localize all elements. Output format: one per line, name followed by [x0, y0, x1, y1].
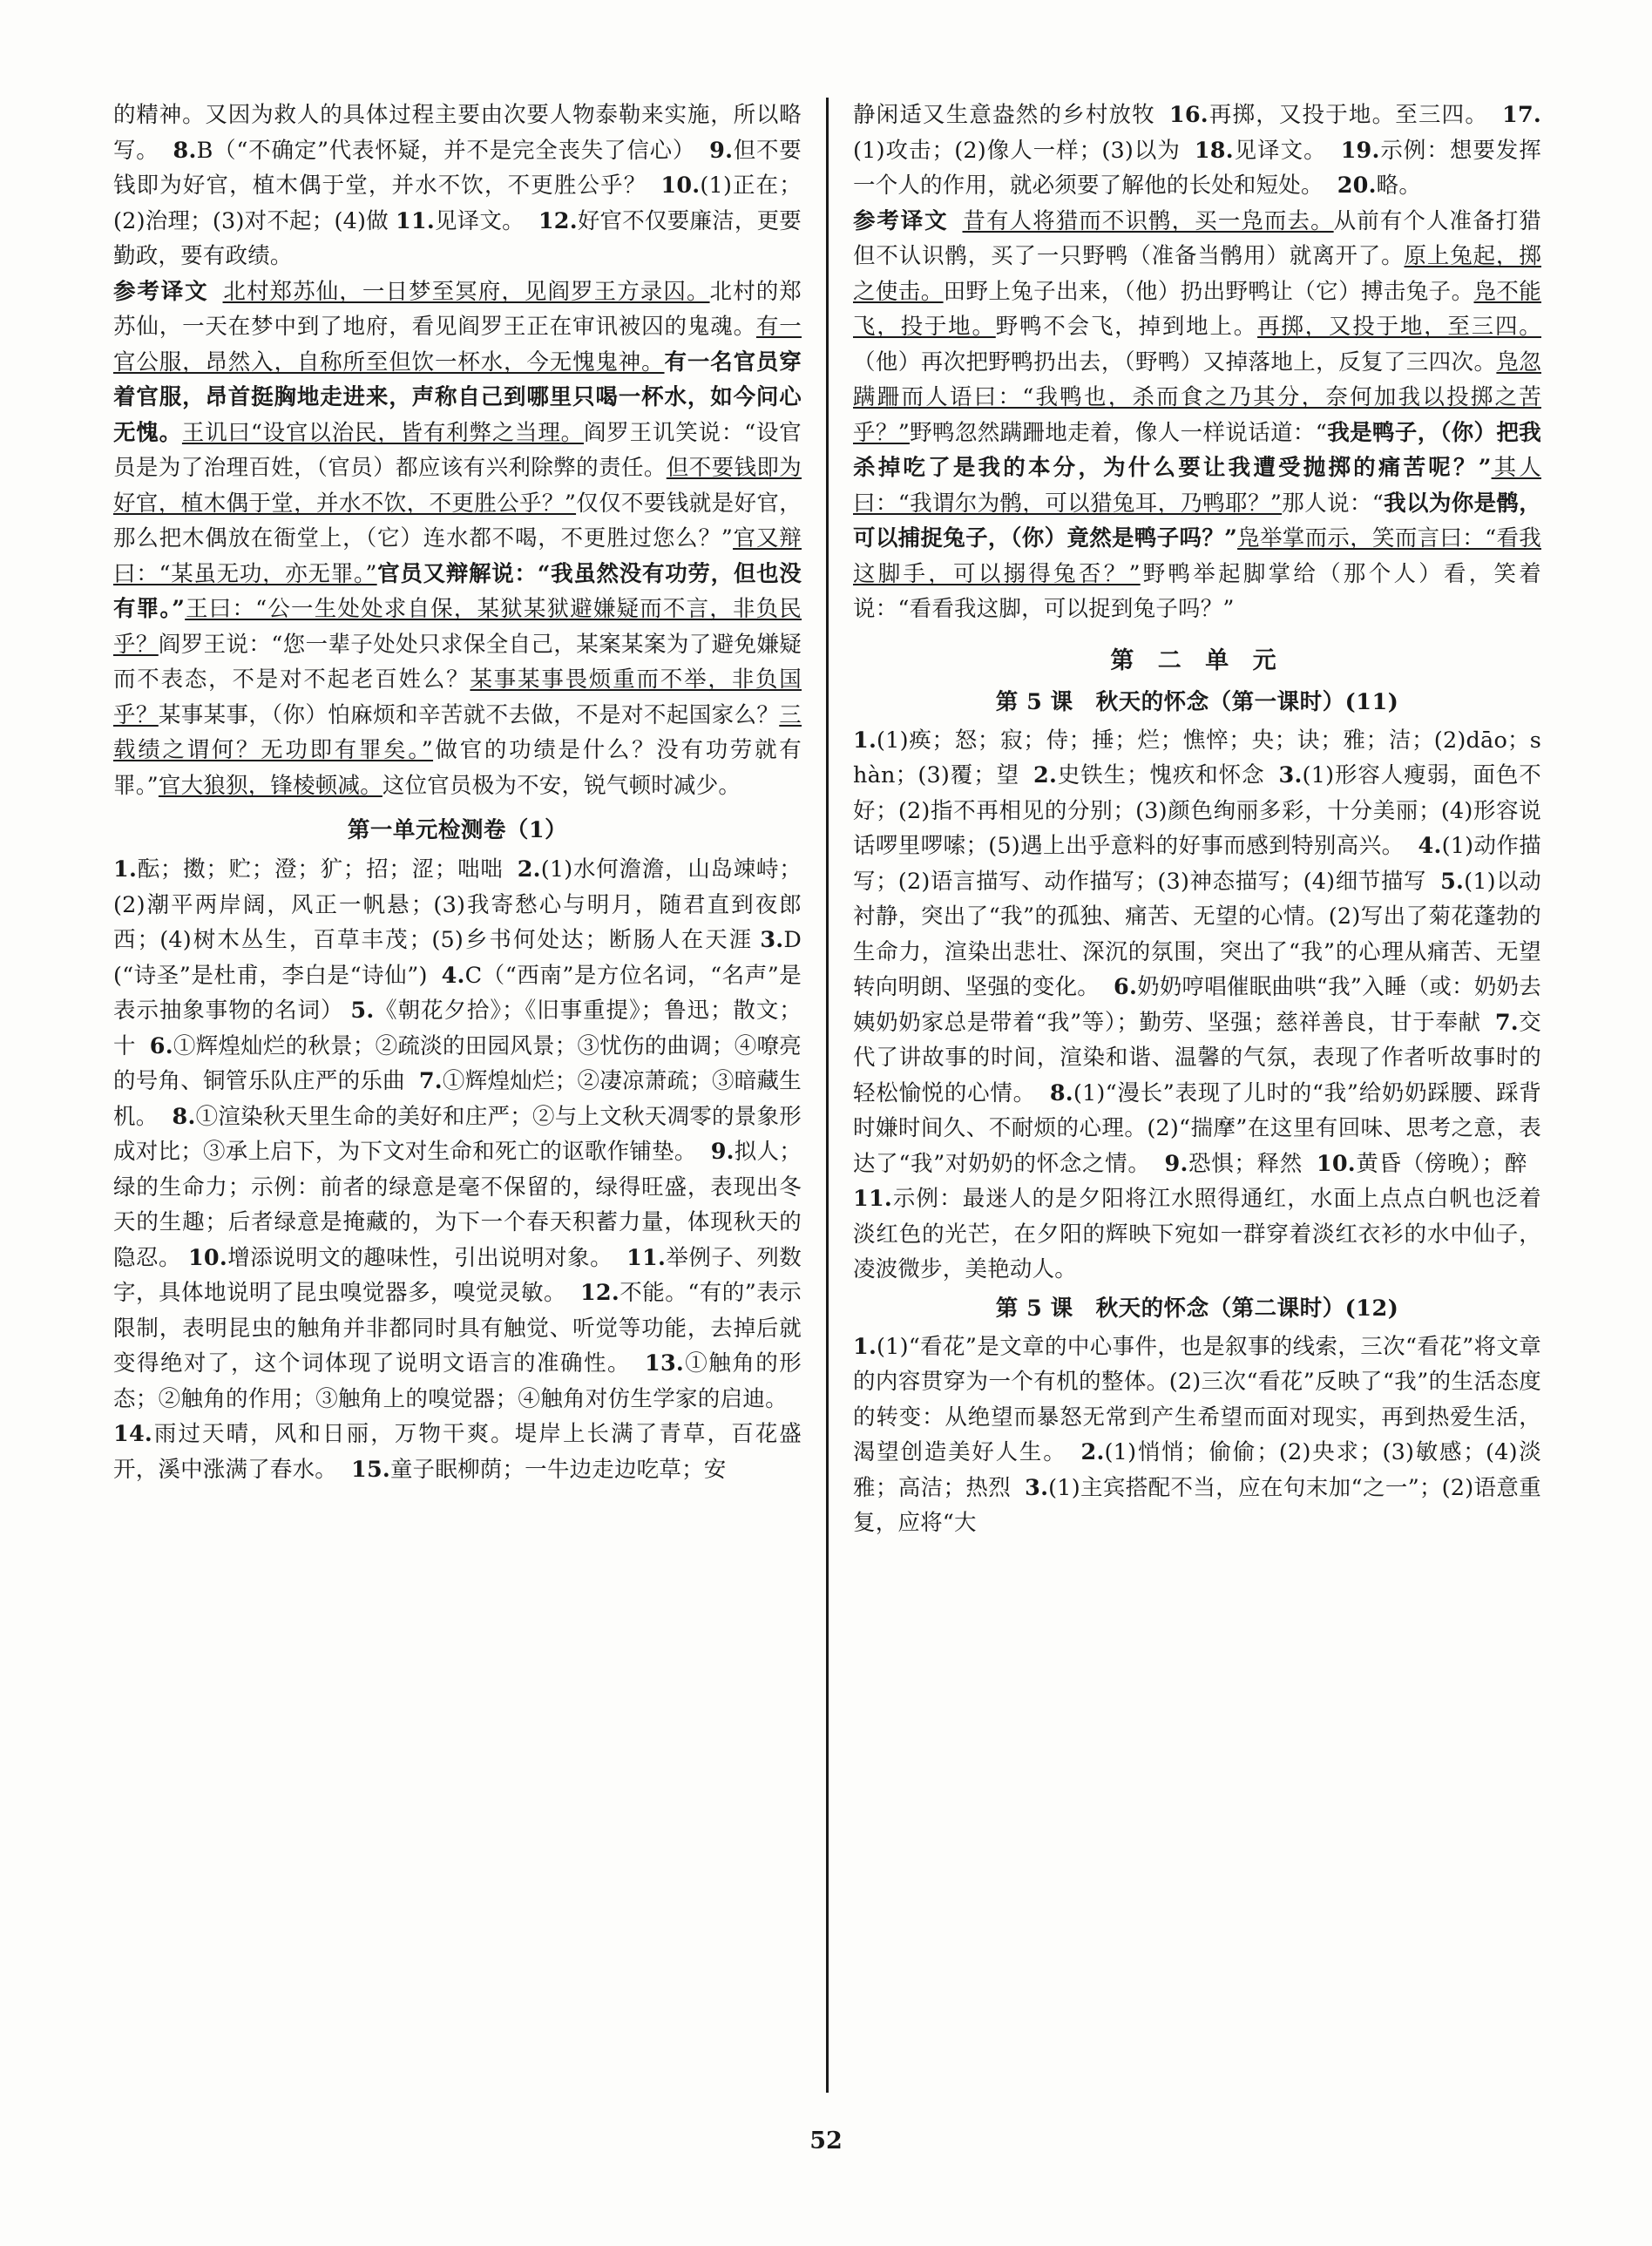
plain-text: 仅仅不要钱就是好官，那么把木偶放在衙堂上，（它）连水都不喝，不更胜过您么？”	[113, 490, 802, 551]
answer-number-11b: 11.	[626, 1244, 667, 1271]
plain-text: 野鸭忽然蹒跚地走着，像人一样说话道：“	[909, 419, 1328, 446]
classical-text: 原上兔起，掷之使击。	[853, 243, 1541, 305]
answer-text-11: 见译文。	[434, 207, 525, 234]
unit-test-heading: 第一单元检测卷（1）	[347, 817, 568, 843]
answer-number-13: 13.	[645, 1350, 684, 1377]
answer-number-4: 4.	[441, 962, 465, 989]
answer-number-7: 7.	[418, 1068, 443, 1094]
answer-number-5: 5.	[350, 998, 375, 1024]
answer-number-8b: 8.	[172, 1103, 196, 1130]
answer-number-1: 1.	[853, 1333, 877, 1360]
answer-number-2: 2.	[517, 856, 541, 883]
classical-text: 三载绩之谓何？无功即有罪矣。”	[113, 701, 802, 763]
answer-text-3: D(“诗圣”是杜甫，李白是“诗仙”)	[113, 927, 802, 989]
classical-text: 其人曰：“我谓尔为鹘，可以猎兔耳，乃鸭耶？”	[853, 455, 1541, 517]
answer-text-18: 见译文。	[1233, 137, 1327, 164]
answer-text-20: 略。	[1376, 173, 1422, 199]
answer-number-19: 19.	[1340, 137, 1380, 164]
bold-translation-text: 我是鸭子，（你）把我杀掉吃了是我的本分，为什么要让我遭受抛掷的痛苦呢？”	[853, 419, 1541, 481]
unit-heading: 第 二 单 元	[1110, 646, 1284, 674]
plain-text: 做官的功绩是什么？没有功劳就有罪。”	[113, 737, 802, 799]
lesson-heading-2: 第 5 课 秋天的怀念（第二课时）(12)	[995, 1295, 1399, 1322]
plain-text: 从前有个人准备打猎但不认识鹘，买了一只野鸭（准备当鹘用）就离开了。	[853, 207, 1541, 269]
plain-text: 野鸭不会飞，掉到地上。	[995, 314, 1258, 340]
classical-text: 王讥曰“设官以治民，皆有利弊之当理。	[181, 419, 584, 446]
answer-text-14: 雨过天晴，风和日丽，万物干爽。堤岸上长满了青草，百花盛开，溪中涨满了春水。	[113, 1421, 802, 1483]
classical-text: 某事某事畏烦重而不举，非负国乎？	[113, 666, 802, 728]
answer-text-2: 史铁生；愧疚和怀念	[1057, 762, 1265, 788]
answer-text-3: (1)形容人瘦弱，面色不好；(2)指不再相见的分别；(3)颜色绚丽多彩，十分美丽；(4)形容说话啰里啰嗦；(5)遇上出乎意料的好事而感到特别高兴。	[853, 762, 1541, 859]
answer-text-7: ①辉煌灿烂；②凄凉萧疏；③暗藏生机。	[113, 1068, 802, 1130]
answer-number-20: 20.	[1337, 173, 1377, 199]
answer-number-3: 3.	[1278, 762, 1303, 788]
reference-translation-left	[113, 274, 802, 804]
plain-text: 那人说：“	[1282, 490, 1384, 517]
plain-text: 野鸭举起脚掌给（那个人）看，笑着说：“看看我这脚，可以捉到兔子吗？”	[853, 560, 1542, 622]
lesson1-answers	[853, 723, 1541, 1288]
bold-translation-text: 官员又辩解说：“我虽然没有功劳，但也没有罪。”	[113, 560, 802, 622]
answer-text-12: 好官不仅要廉洁，更要勤政，要有政绩。	[113, 207, 802, 269]
answer-text-11: 示例：最迷人的是夕阳将江水照得通红，水面上点点白帆也泛着淡红色的光芒，在夕阳的辉映下宛如一群穿着淡红衣衫的水中仙子，凌波微步，美艳动人。	[853, 1186, 1541, 1282]
answer-text-11b: 举例子、列数字，具体地说明了昆虫嗅觉器多，嗅觉灵敏。	[113, 1244, 802, 1306]
answer-number-7: 7.	[1494, 1009, 1519, 1036]
answer-number-9: 9.	[1164, 1150, 1188, 1177]
answer-text-2: (1)水何澹澹，山岛竦峙；(2)潮平两岸阔，风正一帆悬；(3)我寄愁心与明月，随君直到夜郎西；(4)树木丛生，百草丰茂；(5)乡书何处达；断肠人在天涯	[113, 856, 802, 953]
answer-text-9: 但不要钱即为好官，植木偶于堂，并水不饮，不更胜公乎？	[113, 137, 802, 199]
continuation-text: 的精神。又因为救人的具体过程主要由次要人物泰勒来实施，所以略写。	[113, 102, 802, 164]
classical-text: 凫举掌而示，笑而言曰：“看我这脚手，可以搦得兔否？”	[853, 525, 1541, 587]
answer-text-4: (1)动作描写；(2)语言描写、动作描写；(3)神态描写；(4)细节描写	[853, 833, 1541, 895]
classical-text: 官又辩曰：“某虽无功，亦无罪。”	[113, 525, 802, 587]
answer-text-2: (1)悄悄；偷偷；(2)央求；(3)敏感；(4)淡雅；高洁；热烈	[853, 1439, 1542, 1501]
plain-text: 这位官员极为不安，锐气顿时减少。	[382, 772, 741, 799]
answer-text-12b: 不能。“有的”表示限制，表明昆虫的触角并非都同时具有触觉、听觉等功能，去掉后就变得绝对了，这个词体现了说明文语言的准确性。	[113, 1280, 802, 1377]
answer-number-14: 14.	[113, 1421, 152, 1447]
classical-text: 王曰：“公一生处处求自保，某狱某狱避嫌疑而不言，非负民乎？	[113, 596, 802, 658]
classical-text: 再掷，又投于地，至三四。	[1257, 314, 1542, 340]
answer-number-11: 11.	[395, 207, 435, 234]
translation-label: 参考译文	[853, 207, 949, 234]
answer-text-17: (1)攻击；(2)像人一样；(3)以为	[853, 137, 1181, 164]
plain-text: 某事某事，（你）怕麻烦和辛苦就不去做，不是对不起国家么？	[158, 701, 780, 728]
answer-text-16: 再掷，又投于地。至三四。	[1208, 102, 1489, 128]
answer-text-3: (1)主宾搭配不当，应在句末加“之一”；(2)语意重复，应将“大	[853, 1474, 1541, 1536]
answer-text-6: 奶奶哼唱催眠曲哄“我”入睡（或：奶奶去姨奶奶家总是带着“我”等）；勤劳、坚强；慈祥善良，甘于奉献	[853, 974, 1542, 1036]
classical-text: 凫不能飞，投于地。	[853, 278, 1541, 340]
answer-number-6: 6.	[1114, 974, 1138, 1000]
answer-number-18: 18.	[1194, 137, 1234, 164]
answer-text-8b: ①渲染秋天里生命的美好和庄严；②与上文秋天凋零的景象形成对比；③承上启下，为下文对生命和死亡的讴歌作铺垫。	[113, 1103, 802, 1165]
answer-number-12b: 12.	[579, 1280, 620, 1306]
column-divider	[826, 98, 829, 2093]
answer-number-3: 3.	[1025, 1474, 1049, 1501]
answer-text-9b: 拟人；绿的生命力；示例：前者的绿意是毫不保留的，绿得旺盛，表现出冬天的生趣；后者绿意是掩藏的，为下一个春天积蓄力量，体现秋天的隐忍。	[113, 1139, 802, 1271]
answer-number-4: 4.	[1418, 833, 1442, 859]
answer-text-1: (1)痪；怒；寂；侍；捶；烂；憔悴；央；诀；雅；洁；(2)dāo；shàn；(3)覆；望	[853, 727, 1541, 788]
answer-text-15: 童子眠柳荫；一牛边走边吃草；安	[389, 1456, 727, 1483]
classical-text: 官大狼狈，锋棱顿减。	[158, 772, 383, 799]
classical-text: 北村郑苏仙，一日梦至冥府，见阎罗王方录囚。	[222, 278, 710, 305]
classical-text: 昔有人将猎而不识鹘，买一凫而去。	[962, 207, 1334, 234]
answer-number-1: 1.	[853, 727, 877, 754]
translation-label: 参考译文	[113, 278, 209, 305]
continuation-text-right: 静闲适又生意盎然的乡村放牧	[853, 102, 1155, 128]
plain-text: 田野上兔子出来，（他）扔出野鸭让（它）搏击兔子。	[943, 278, 1474, 305]
answer-number-17: 17.	[1502, 102, 1541, 128]
answer-number-6: 6.	[149, 1032, 173, 1059]
two-column-layout	[113, 98, 1551, 2093]
answer-number-15: 15.	[351, 1456, 390, 1483]
answer-text-8: B（“不确定”代表怀疑，并不是完全丧失了信心）	[196, 137, 696, 164]
lesson2-answers	[853, 1329, 1541, 1541]
plain-text: 北村的郑苏仙，一天在梦中到了地府，看见阎罗王正在审讯被囚的鬼魂。	[113, 278, 802, 340]
answer-text-13: ①触角的形态；②触角的作用；③触角上的嗅觉器；④触角对仿生学家的启迪。	[113, 1350, 802, 1412]
answer-text-5: 《朝花夕拾》；《旧事重提》；鲁迅；散文；十	[113, 998, 802, 1059]
answer-number-16: 16.	[1168, 102, 1209, 128]
answer-text-7: 交代了讲故事的时间，渲染和谐、温馨的气氛，表现了作者听故事时的轻松愉悦的心情。	[853, 1009, 1541, 1106]
answer-number-9: 9.	[709, 137, 734, 164]
answer-text-19: 示例：想要发挥一个人的作用，就必须要了解他的长处和短处。	[853, 137, 1541, 199]
answer-text-5: (1)以动衬静，突出了“我”的孤独、痛苦、无望的心情。(2)写出了菊花蓬勃的生命力，渲染出悲壮、深沉的氛围，突出了“我”的心理从痛苦、无望转向明朗、坚强的变化。	[853, 868, 1541, 1000]
plain-text: （他）再次把野鸭扔出去，（野鸭）又掉落地上，反复了三四次。	[853, 348, 1497, 375]
left-column	[113, 98, 826, 2093]
paragraph-continuation	[113, 98, 802, 274]
page-number: 52	[809, 2128, 843, 2155]
answer-text-8: (1)“漫长”表现了儿时的“我”给奶奶踩腰、踩背时嫌时间久、不耐烦的心理。(2)“揣摩”在这里有回味、思考之意，表达了“我”对奶奶的怀念之情。	[853, 1079, 1541, 1177]
answer-number-5: 5.	[1440, 868, 1465, 895]
bold-translation-text: 有一名官员穿着官服，昂首挺胸地走进来，声称自己到哪里只喝一杯水，如今问心无愧。	[113, 348, 802, 446]
answer-text-1: 酝；擞；贮；澄；犷；招；涩；咄咄	[137, 856, 504, 883]
answer-text-4: C（“西南”是方位名词，“名声”是表示抽象事物的名词）	[113, 962, 802, 1024]
answer-text-9: 恐惧；释然	[1188, 1150, 1303, 1177]
answer-number-9b: 9.	[710, 1139, 735, 1165]
answer-number-10: 10.	[660, 173, 701, 199]
answer-number-3: 3.	[760, 927, 784, 953]
answer-number-2: 2.	[1080, 1439, 1105, 1465]
answer-text-10: (1)正在；(2)治理；(3)对不起；(4)做	[113, 173, 802, 234]
bold-translation-text: 我以为你是鹘，可以捕捉兔子，（你）竟然是鸭子吗？”	[853, 490, 1541, 551]
classical-text: 但不要钱即为好官，植木偶于堂，并水不饮，不更胜公乎？”	[113, 455, 802, 517]
answer-text-10b: 增添说明文的趣味性，引出说明对象。	[227, 1244, 613, 1271]
answer-number-11: 11.	[853, 1186, 892, 1212]
answer-number-8: 8.	[1049, 1079, 1073, 1106]
answer-number-12: 12.	[538, 207, 578, 234]
unit-test-answers	[113, 852, 802, 1487]
right-answers-block	[853, 98, 1541, 204]
answer-number-8: 8.	[173, 137, 197, 164]
answer-number-1: 1.	[113, 856, 138, 883]
reference-translation-right	[853, 204, 1541, 627]
lesson-heading-1: 第 5 课 秋天的怀念（第一课时）(11)	[995, 688, 1399, 715]
answer-text-1: (1)“看花”是文章的中心事件，也是叙事的线索，三次“看花”将文章的内容贯穿为一个有机的整体。(2)三次“看花”反映了“我”的生活态度的转变：从绝望而暴怒无常到产生希望而面对现实，再到热爱生活，渴望创造美好人生。	[853, 1333, 1541, 1465]
answer-number-10: 10.	[1316, 1150, 1356, 1177]
answer-number-10b: 10.	[187, 1244, 227, 1271]
classical-text: 凫忽蹒跚而人语曰：“我鸭也，杀而食之乃其分，奈何加我以投掷之苦乎？”	[853, 348, 1541, 446]
answer-text-6: ①辉煌灿烂的秋景；②疏淡的田园风景；③忧伤的曲调；④嘹亮的号角、铜管乐队庄严的乐曲	[113, 1032, 802, 1094]
right-column	[848, 98, 1541, 2093]
answer-number-2: 2.	[1033, 762, 1058, 788]
plain-text: 阎罗王说：“您一辈子处处只求保全自己，某案某案为了避免嫌疑而不表态，不是对不起老百姓么？	[113, 631, 802, 693]
answer-text-10: 黄昏（傍晚）；醉	[1355, 1150, 1527, 1177]
plain-text: 阎罗王讥笑说：“设官员是为了治理百姓，（官员）都应该有兴利除弊的责任。	[113, 419, 802, 481]
classical-text: 有一官公服，昂然入，自称所至但饮一杯水，今无愧鬼神。	[113, 314, 802, 375]
